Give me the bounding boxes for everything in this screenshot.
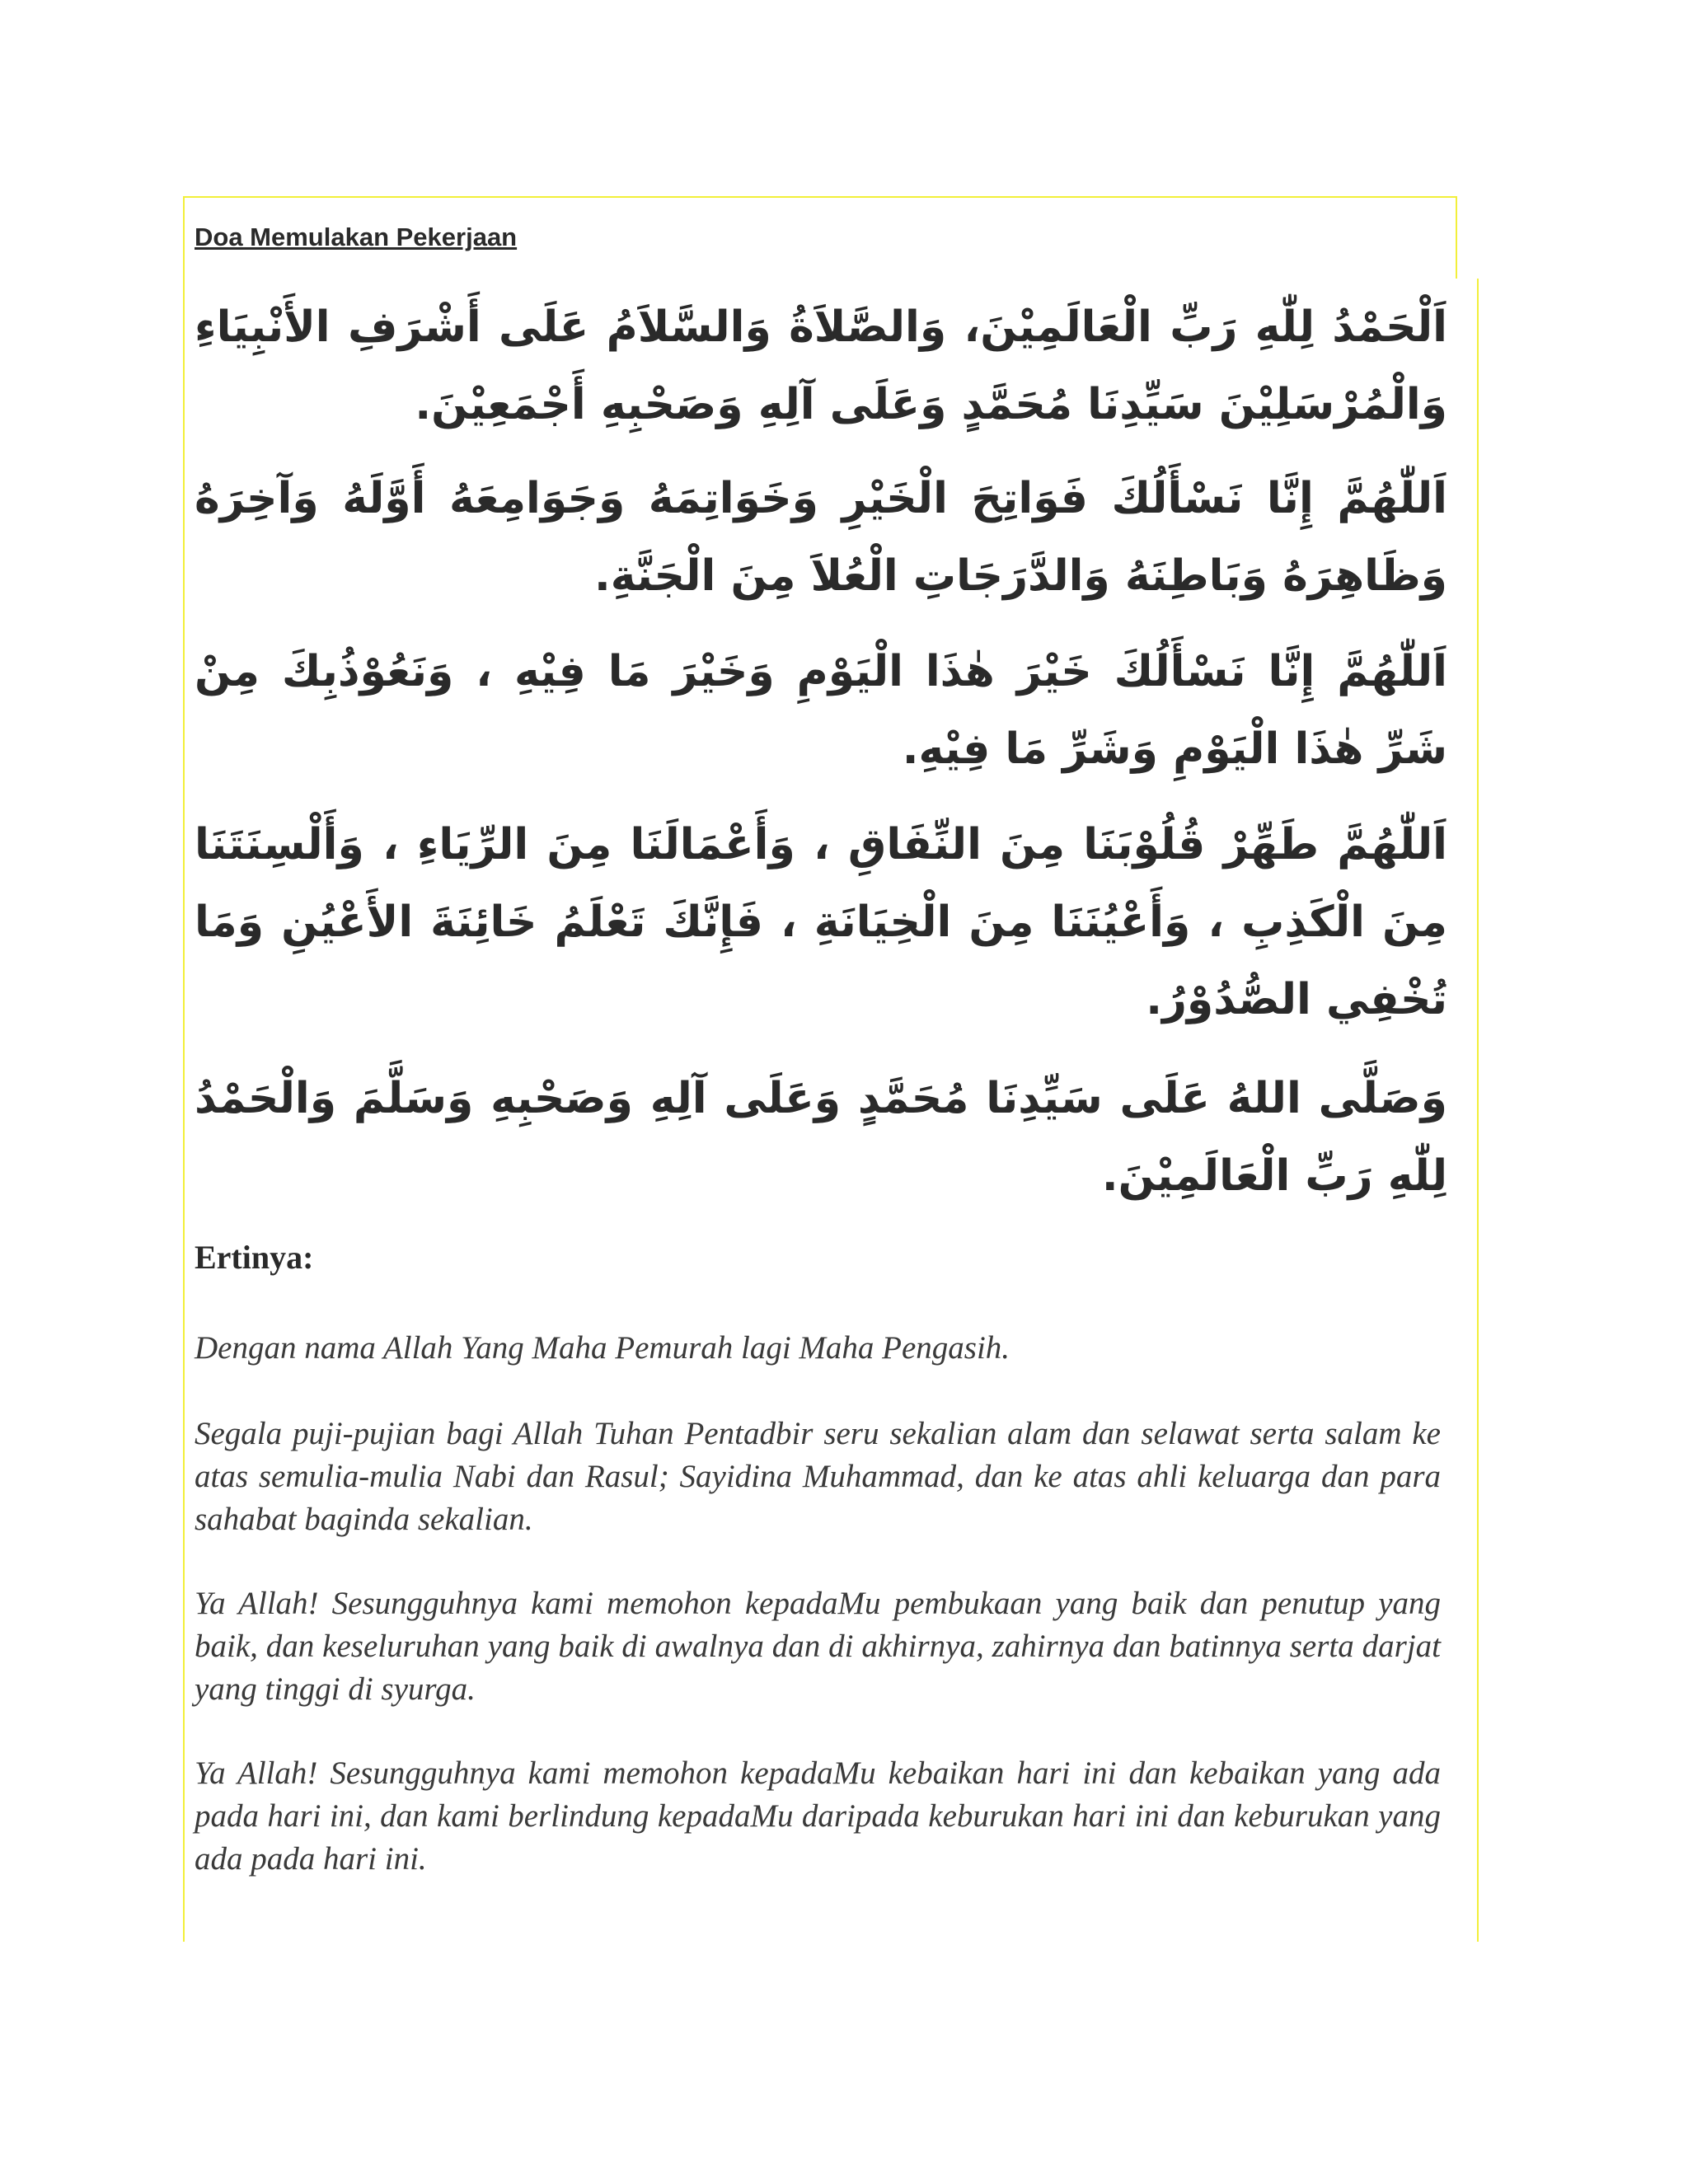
arabic-paragraph-purify: اَللّٰهُمَّ طَهِّرْ قُلُوْبَنَا مِنَ النِّفَاقِ ، وَأَعْمَالَنَا مِنَ الرِّيَاءِ ، وَأَلْسِنَتَنَا مِنَ الْكَذِبِ ، وَأَعْيُنَنَا مِنَ الْخِيَانَةِ ، فَإِنَّكَ تَعْلَمُ خَائِنَةَ الأَعْيُنِ وَمَا تُخْفِي الصُّدُوْرُ. — [195, 820, 1447, 1024]
translation-paragraph-request: Ya Allah! Sesungguhnya kami memohon kepadaMu pembukaan yang baik dan penutup yang baik, dan keseluruhan yang baik di awalnya dan di akhirnya, zahirnya dan batinnya serta darjat yang tinggi di syurga. — [195, 1586, 1441, 1707]
frame-border-right — [1477, 279, 1479, 1942]
arabic-paragraph-day: اَللّٰهُمَّ إِنَّا نَسْأَلُكَ خَيْرَ هٰذَا الْيَوْمِ وَخَيْرَ مَا فِيْهِ ، وَنَعُوْذُبِكَ مِنْ شَرِّ هٰذَا الْيَوْمِ وَشَرِّ مَا فِيْهِ. — [195, 647, 1447, 774]
arabic-paragraph-request: اَللّٰهُمَّ إِنَّا نَسْأَلُكَ فَوَاتِحَ الْخَيْرِ وَخَوَاتِمَهُ وَجَوَامِعَهُ أَوَّلَهُ وَآخِرَهُ وَظَاهِرَهُ وَبَاطِنَهُ وَالدَّرَجَاتِ الْعُلاَ مِنَ الْجَنَّةِ. — [195, 474, 1447, 601]
translation-paragraph-bismillah: Dengan nama Allah Yang Maha Pemurah lagi Maha Pengasih. — [195, 1330, 1010, 1366]
translation-paragraph-praise: Segala puji-pujian bagi Allah Tuhan Pentadbir seru sekalian alam dan selawat serta salam ke atas semulia-mulia Nabi dan Rasul; Sayidina Muhammad, dan ke atas ahli keluarga dan para sahabat baginda sekalian. — [195, 1416, 1441, 1537]
arabic-paragraph-opening: اَلْحَمْدُ لِلّٰهِ رَبِّ الْعَالَمِيْنَ، وَالصَّلاَةُ وَالسَّلاَمُ عَلَى أَشْرَفِ الأَنْبِيَاءِ وَالْمُرْسَلِيْنَ سَيِّدِنَا مُحَمَّدٍ وَعَلَى آلِهِ وَصَحْبِهِ أَجْمَعِيْنَ. — [195, 302, 1447, 429]
translation-paragraph-day: Ya Allah! Sesungguhnya kami memohon kepadaMu kebaikan hari ini dan kebaikan yang ada pada hari ini, dan kami berlindung kepadaMu daripada keburukan hari ini dan keburukan yang ada pada hari ini. — [195, 1755, 1441, 1877]
translation-label: Ertinya: — [195, 1239, 314, 1276]
frame-border-right-upper — [1456, 196, 1457, 279]
arabic-paragraph-closing: وَصَلَّى اللهُ عَلَى سَيِّدِنَا مُحَمَّدٍ وَعَلَى آلِهِ وَصَحْبِهِ وَسَلَّمَ وَالْحَمْدُ لِلّٰهِ رَبِّ الْعَالَمِيْنَ. — [195, 1074, 1447, 1201]
frame-border-left — [183, 196, 185, 1942]
frame-border-top — [183, 196, 1457, 198]
document-title: Doa Memulakan Pekerjaan — [195, 223, 518, 251]
